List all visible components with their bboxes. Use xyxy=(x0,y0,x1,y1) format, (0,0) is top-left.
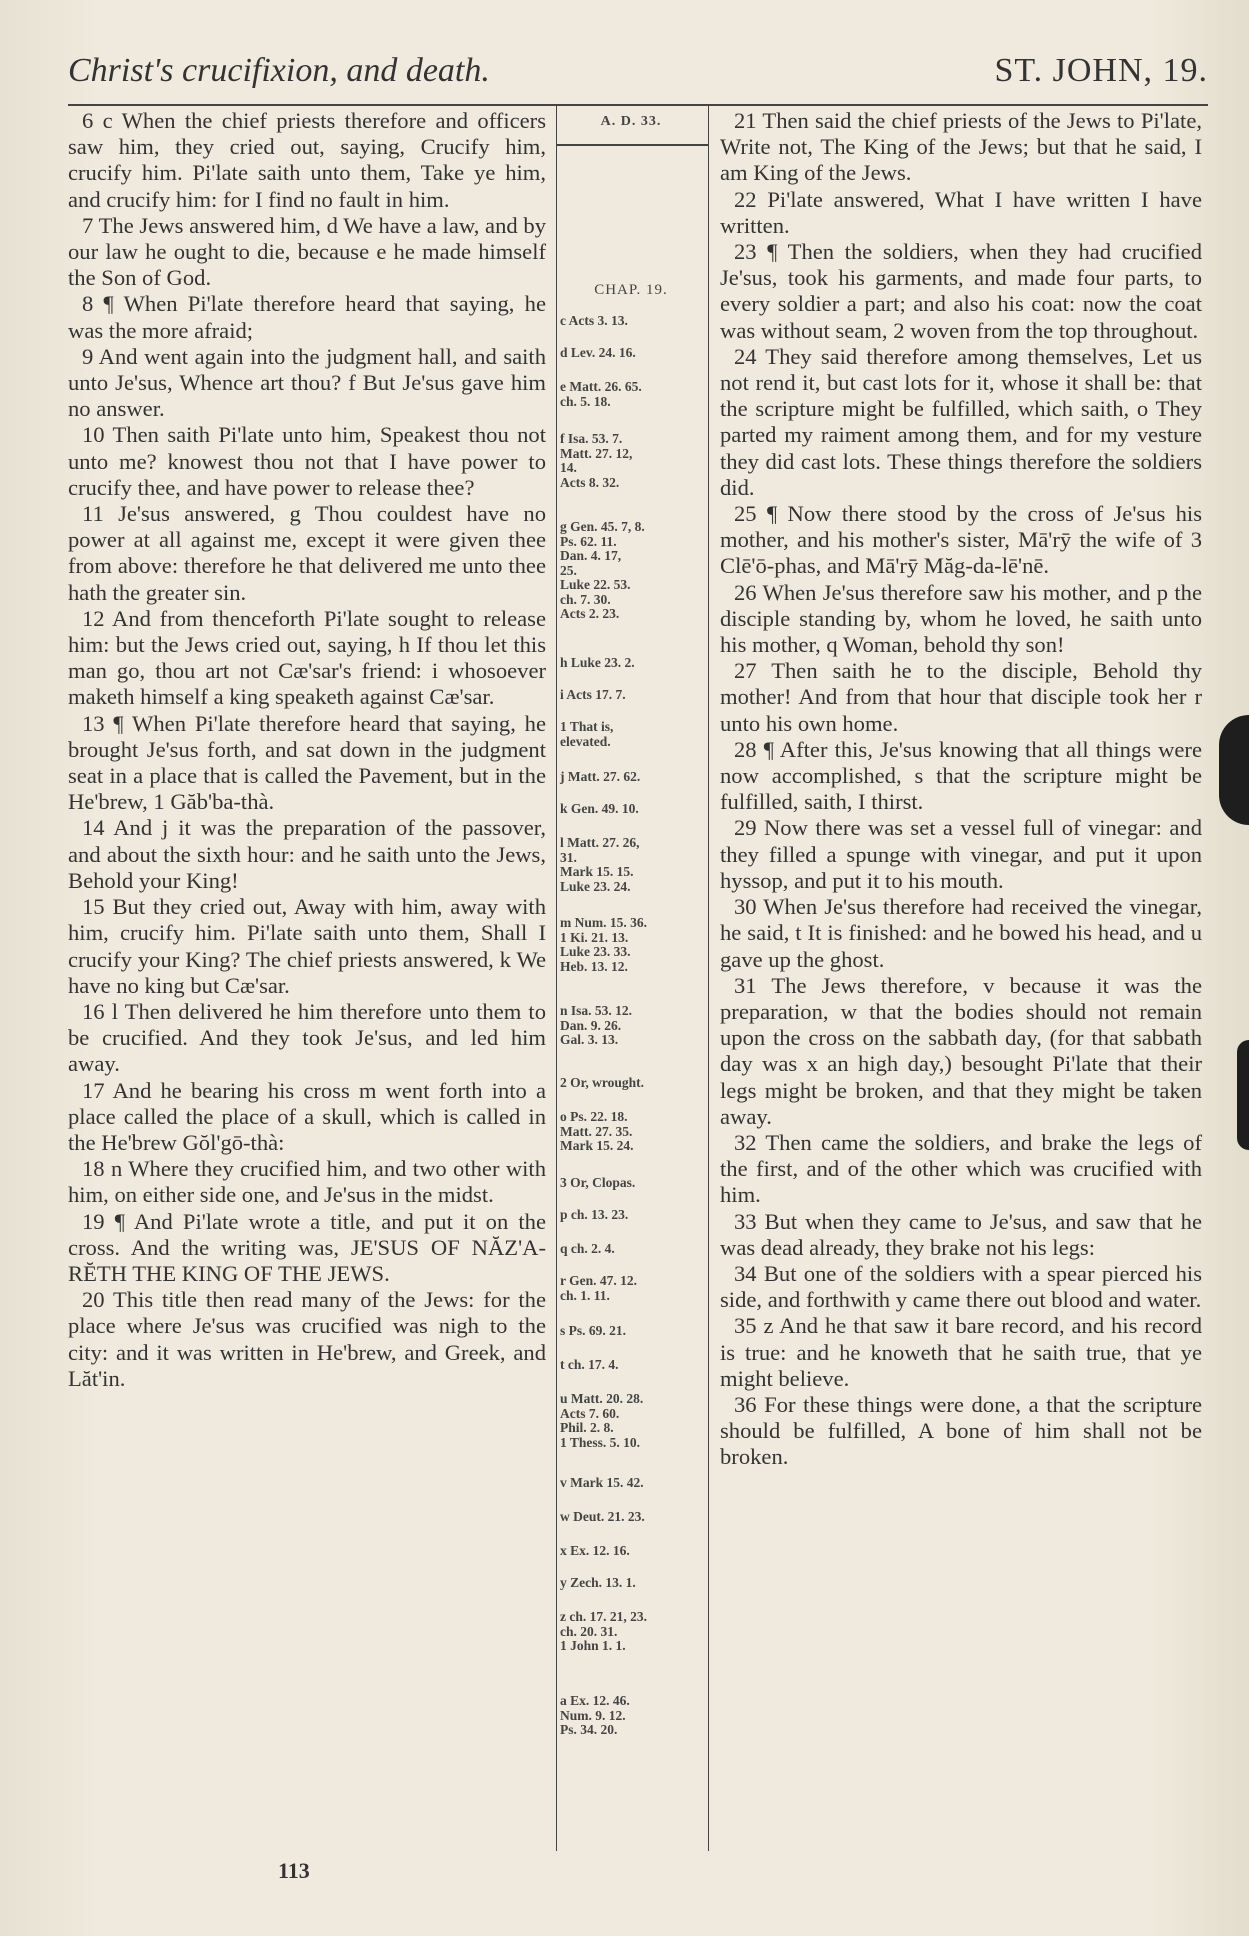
cross-reference: v Mark 15. 42. xyxy=(560,1475,644,1490)
verse: 10 Then saith Pi'late unto him, Speakest thou not unto me? knowest thou not that I have power to crucify thee, and have power to release thee? xyxy=(68,422,546,500)
cross-reference: x Ex. 12. 16. xyxy=(560,1543,630,1558)
verse: 21 Then said the chief priests of the Jews to Pi'late, Write not, The King of the Jews; but that he said, I am King of the Jews. xyxy=(720,108,1202,186)
cross-reference: j Matt. 27. 62. xyxy=(560,769,641,784)
cross-reference: h Luke 23. 2. xyxy=(560,655,635,670)
cross-reference: u Matt. 20. 28. Acts 7. 60. Phil. 2. 8. 1 Thess. 5. 10. xyxy=(560,1391,644,1450)
cross-reference: g Gen. 45. 7, 8. Ps. 62. 11. Dan. 4. 17, 25. Luke 22. 53. ch. 7. 30. Acts 2. 23. xyxy=(560,519,645,621)
verse: 17 And he bearing his cross m went forth into a place called the place of a skull, which is called in the He'brew Gŏl'gō-thà: xyxy=(68,1077,546,1155)
cross-reference: 3 Or, Clopas. xyxy=(560,1175,636,1190)
column-rule-right xyxy=(708,106,709,1851)
verse: 34 But one of the soldiers with a spear pierced his side, and forthwith y came there out blood and water. xyxy=(720,1260,1202,1313)
verse: 23 ¶ Then the soldiers, when they had crucified Je'sus, took his garments, and made four parts, to every soldier a part; and also his coat: now the coat was without seam, 2 woven from the top throughout. xyxy=(720,239,1202,343)
running-header xyxy=(68,52,1208,102)
header-rule xyxy=(68,104,1208,106)
verse: 19 ¶ And Pi'late wrote a title, and put it on the cross. And the writing was, JE'SUS OF NĂZ'A-RĔTH THE KING OF THE JEWS. xyxy=(68,1208,546,1286)
verse: 15 But they cried out, Away with him, away with him, crucify him. Pi'late saith unto them, Shall I crucify your King? The chief priests answered, k We have no king but Cæ'sar. xyxy=(68,894,546,998)
cross-reference: n Isa. 53. 12. Dan. 9. 26. Gal. 3. 13. xyxy=(560,1003,633,1047)
verse: 29 Now there was set a vessel full of vinegar: and they filled a spunge with vinegar, and put it upon hyssop, and put it to his mouth. xyxy=(720,815,1202,893)
cross-reference: w Deut. 21. 23. xyxy=(560,1509,645,1524)
cross-reference: c Acts 3. 13. xyxy=(560,313,628,328)
cross-reference: i Acts 17. 7. xyxy=(560,687,626,702)
verse: 27 Then saith he to the disciple, Behold thy mother! And from that hour that disciple took her r unto his own home. xyxy=(720,658,1202,736)
verse: 22 Pi'late answered, What I have written I have written. xyxy=(720,186,1202,238)
verse: 18 n Where they crucified him, and two other with him, on either side one, and Je'sus in the midst. xyxy=(68,1156,546,1208)
cross-reference: z ch. 17. 21, 23. ch. 20. 31. 1 John 1. 1. xyxy=(560,1609,647,1653)
thumb-index-tab xyxy=(1219,715,1249,825)
verse: 11 Je'sus answered, g Thou couldest have no power at all against me, except it were given thee from above: therefore he that delivered me unto thee hath the greater sin. xyxy=(68,501,546,605)
verse: 35 z And he that saw it bare record, and his record is true: and he knoweth that he saith true, that ye might believe. xyxy=(720,1313,1202,1391)
cross-reference: t ch. 17. 4. xyxy=(560,1357,619,1372)
verse: 26 When Je'sus therefore saw his mother, and p the disciple standing by, whom he loved, he saith unto his mother, q Woman, behold thy son! xyxy=(720,579,1202,658)
verse: 33 But when they came to Je'sus, and saw that he was dead already, they brake not his legs: xyxy=(720,1208,1202,1260)
verse: 28 ¶ After this, Je'sus knowing that all things were now accomplished, s that the scripture might be fulfilled, saith, I thirst. xyxy=(720,736,1202,815)
verse: 20 This title then read many of the Jews: for the place where Je'sus was crucified was nigh to the city: and it was written in He'brew, and Greek, and Lăt'in. xyxy=(68,1287,546,1391)
header-book-chapter: ST. JOHN, 19. xyxy=(994,52,1208,89)
verse: 6 c When the chief priests therefore and officers saw him, they cried out, saying, Crucify him, crucify him. Pi'late saith unto them, Take ye him, and crucify him: for I find no fault in him. xyxy=(68,108,546,212)
cross-reference: e Matt. 26. 65. ch. 5. 18. xyxy=(560,379,642,409)
verse: 30 When Je'sus therefore had received the vinegar, he said, t It is finished: and he bowed his head, and u gave up the ghost. xyxy=(720,894,1202,972)
verse: 13 ¶ When Pi'late therefore heard that saying, he brought Je'sus forth, and sat down in the judgment seat in a place that is called the Pavement, but in the He'brew, 1 Găb'ba-thà. xyxy=(68,710,546,815)
cross-reference: o Ps. 22. 18. Matt. 27. 35. Mark 15. 24. xyxy=(560,1109,634,1153)
margin-year: A. D. 33. xyxy=(600,114,662,129)
margin-chapter: CHAP. 19. xyxy=(594,282,668,298)
verse: 31 The Jews therefore, v because it was the preparation, w that the bodies should not remain upon the cross on the sabbath day, (for that sabbath day was x an high day,) besought Pi'late that their legs might be broken, and that they might be taken away. xyxy=(720,972,1202,1129)
cross-reference: p ch. 13. 23. xyxy=(560,1207,629,1222)
verse: 24 They said therefore among themselves, Let us not rend it, but cast lots for it, whose it shall be: that the scripture might be fulfilled, which saith, o They parted my raiment among them, and for my vesture they did cast lots. These things therefore the soldiers did. xyxy=(720,343,1202,500)
cross-reference: l Matt. 27. 26, 31. Mark 15. 15. Luke 23. 24. xyxy=(560,835,640,894)
verse: 16 l Then delivered he him therefore unto them to be crucified. And they took Je'sus, and led him away. xyxy=(68,998,546,1077)
left-text-column xyxy=(68,108,546,1392)
verse: 32 Then came the soldiers, and brake the legs of the first, and of the other which was crucified with him. xyxy=(720,1129,1202,1208)
verse: 12 And from thenceforth Pi'late sought to release him: but the Jews cried out, saying, h If thou let this man go, thou art not Cæ'sar's friend: i whosoever maketh himself a king speaketh against Cæ'sar. xyxy=(68,605,546,710)
cross-reference: s Ps. 69. 21. xyxy=(560,1323,627,1338)
cross-reference: f Isa. 53. 7. Matt. 27. 12, 14. Acts 8. 32. xyxy=(560,431,633,490)
right-text-column xyxy=(720,108,1202,1471)
cross-reference: q ch. 2. 4. xyxy=(560,1241,615,1256)
page-number: 113 xyxy=(278,1858,310,1883)
cross-reference: 1 That is, elevated. xyxy=(560,719,614,749)
cross-reference: r Gen. 47. 12. ch. 1. 11. xyxy=(560,1273,637,1303)
column-rule-left xyxy=(556,106,557,1851)
cross-reference: k Gen. 49. 10. xyxy=(560,801,639,816)
verse: 14 And j it was the preparation of the passover, and about the sixth hour: and he saith unto the Jews, Behold your King! xyxy=(68,815,546,893)
cross-reference: a Ex. 12. 46. Num. 9. 12. Ps. 34. 20. xyxy=(560,1693,630,1737)
margin-references xyxy=(556,108,706,1737)
cross-reference: y Zech. 13. 1. xyxy=(560,1575,636,1590)
cross-reference: d Lev. 24. 16. xyxy=(560,345,636,360)
verse: 9 And went again into the judgment hall, and saith unto Je'sus, Whence art thou? f But Je'sus gave him no answer. xyxy=(68,343,546,422)
verse: 36 For these things were done, a that the scripture should be fulfilled, A bone of him shall not be broken. xyxy=(720,1391,1202,1470)
thumb-index-tab xyxy=(1237,1040,1249,1150)
cross-reference: 2 Or, wrought. xyxy=(560,1075,645,1090)
header-title: Christ's crucifixion, and death. xyxy=(68,52,490,89)
cross-reference: m Num. 15. 36. 1 Ki. 21. 13. Luke 23. 33. Heb. 13. 12. xyxy=(560,915,647,974)
verse: 7 The Jews answered him, d We have a law, and by our law he ought to die, because e he made himself the Son of God. xyxy=(68,212,546,291)
verse: 25 ¶ Now there stood by the cross of Je'sus his mother, and his mother's sister, Mā'rȳ the wife of 3 Clē'ō-phas, and Mā'rȳ Măg-da-lē'nē. xyxy=(720,501,1202,579)
margin-year-rule xyxy=(557,144,708,146)
verse: 8 ¶ When Pi'late therefore heard that saying, he was the more afraid; xyxy=(68,291,546,343)
